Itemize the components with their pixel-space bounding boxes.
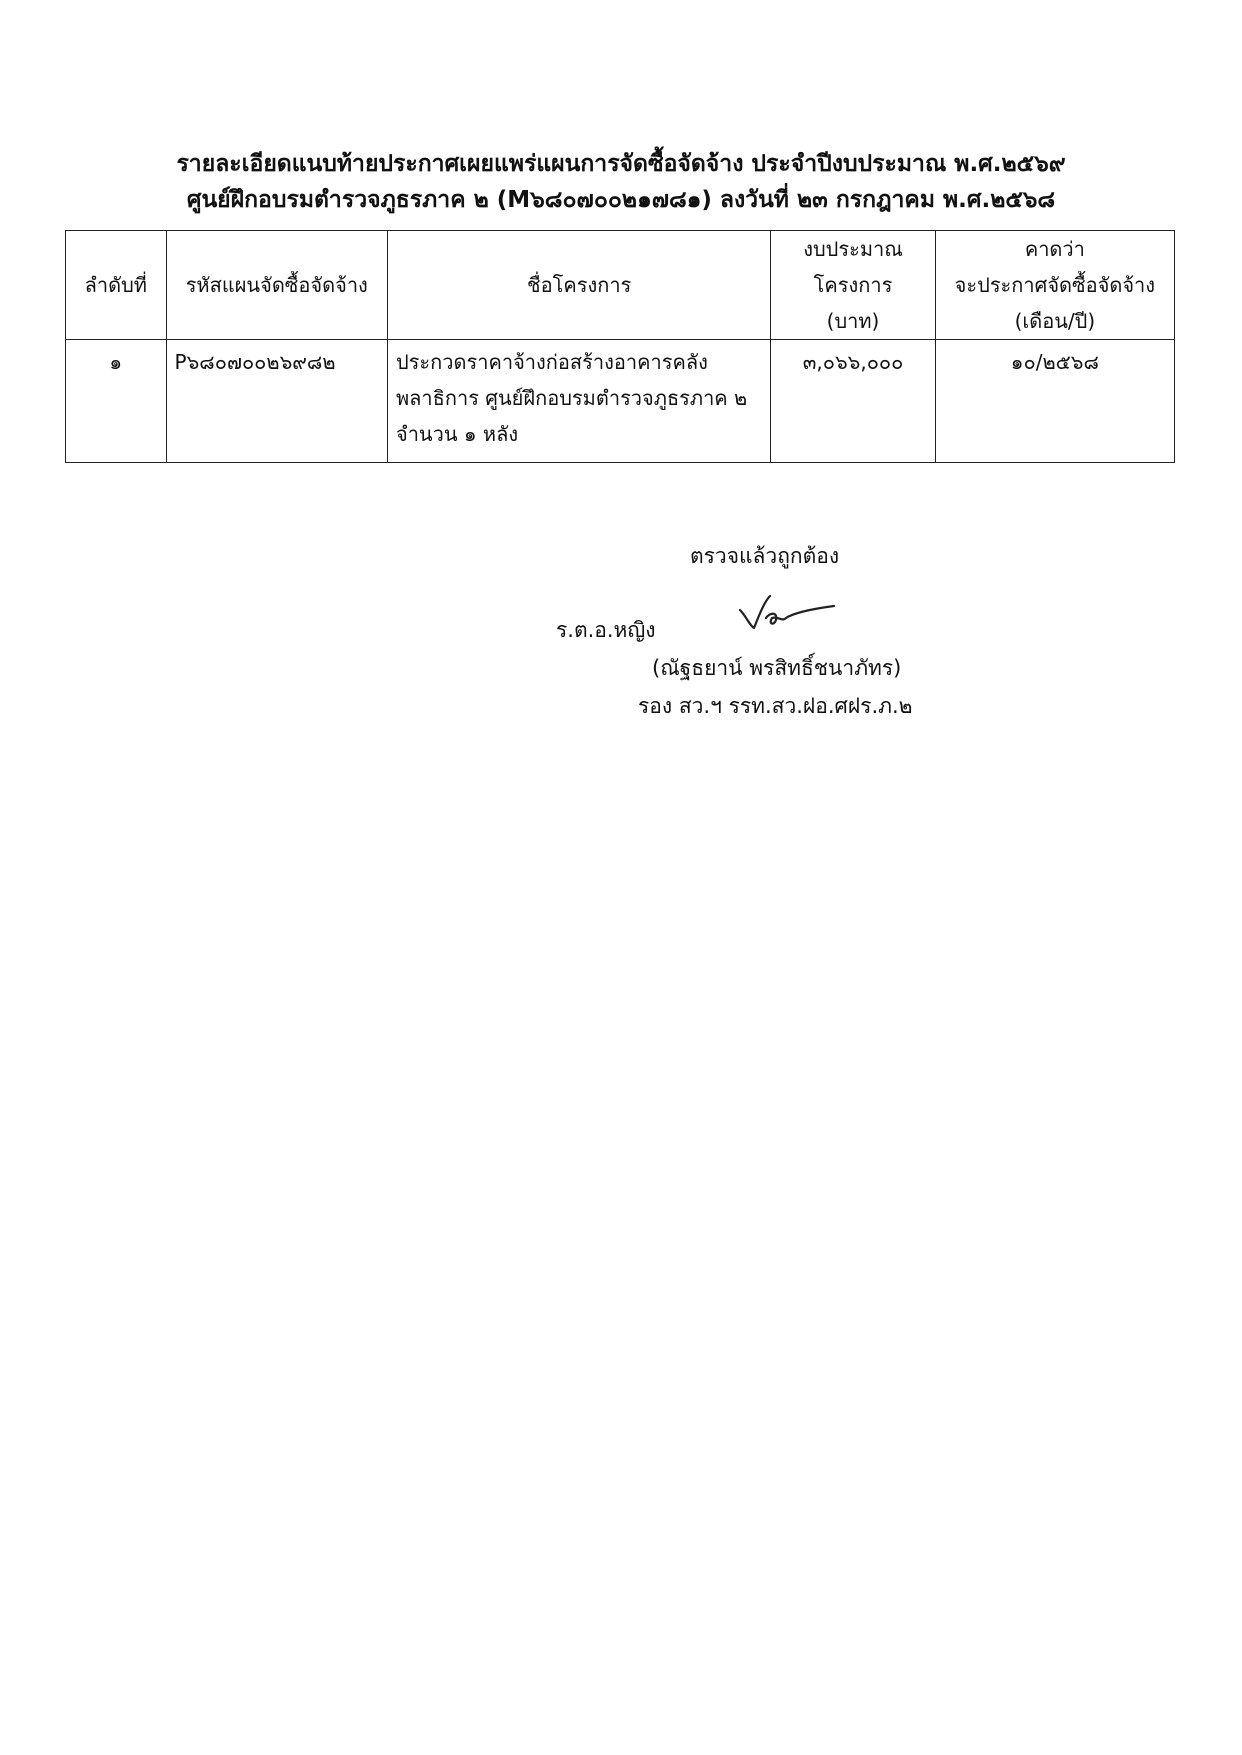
document-subtitle: ศูนย์ฝึกอบรมตำรวจภูธรภาค ๒ (M๖๘๐๗๐๐๒๑๗๘๑) ลงวันที่ ๒๓ กรกฎาคม พ.ศ.๒๕๖๘ [186, 187, 1056, 213]
header-budget [771, 231, 935, 340]
header-date-line2: จะประกาศจัดซื้อจัดจ้าง [954, 273, 1156, 297]
project-name-line3: จำนวน ๑ หลัง [395, 422, 519, 446]
header-no: ลำดับที่ [66, 231, 167, 340]
header-plan-code: รหัสแผนจัดซื้อจัดจ้าง [166, 231, 387, 340]
cell-no: ๑ [66, 340, 167, 463]
signer-rank: ร.ต.อ.หญิง [556, 618, 656, 642]
signer-name: (ณัฐธยาน์ พรสิทธิ์ชนาภัทร) [652, 656, 902, 680]
project-name-line2: พลาธิการ ศูนย์ฝึกอบรมตำรวจภูธรภาค ๒ [395, 386, 748, 410]
header-date-line1: คาดว่า [1024, 237, 1085, 261]
handwritten-signature [738, 588, 838, 636]
document-title: รายละเอียดแนบท้ายประกาศเผยแพร่แผนการจัดซื้อจัดจ้าง ประจำปีงบประมาณ พ.ศ.๒๕๖๙ [176, 151, 1066, 177]
header-date-line3: (เดือน/ปี) [1014, 309, 1096, 333]
project-name-line1: ประกวดราคาจ้างก่อสร้างอาคารคลัง [395, 350, 708, 374]
header-project-name: ชื่อโครงการ [387, 231, 770, 340]
header-budget-line3: (บาท) [826, 309, 880, 333]
verified-text: ตรวจแล้วถูกต้อง [690, 544, 840, 568]
table-row [66, 340, 1175, 463]
cell-project-name [387, 340, 770, 463]
header-budget-line2: โครงการ [813, 273, 893, 297]
header-budget-line1: งบประมาณ [803, 237, 903, 261]
procurement-plan-table [65, 230, 1175, 463]
cell-plan-code: P๖๘๐๗๐๐๒๖๙๘๒ [166, 340, 387, 463]
table-header-row [66, 231, 1175, 340]
signer-position: รอง สว.ฯ รรท.สว.ฝอ.ศฝร.ภ.๒ [638, 694, 913, 718]
cell-budget: ๓,๐๖๖,๐๐๐ [771, 340, 935, 463]
cell-expected-date: ๑๐/๒๕๖๘ [935, 340, 1174, 463]
header-expected-date [935, 231, 1174, 340]
